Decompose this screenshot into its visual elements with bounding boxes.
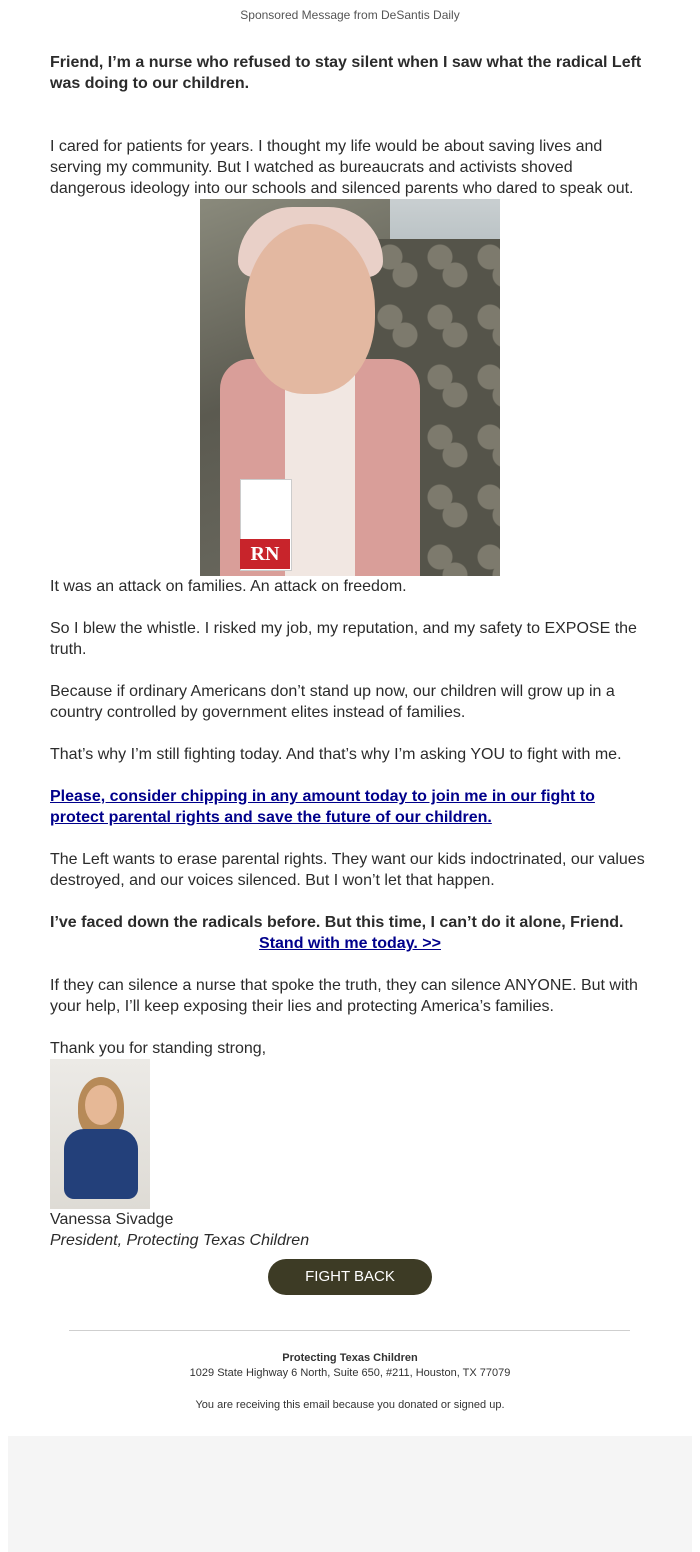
stand-with-me-link[interactable]: Stand with me today. >> xyxy=(259,935,441,952)
fight-back-button[interactable]: FIGHT BACK xyxy=(268,1259,432,1295)
footer-band xyxy=(8,1436,692,1552)
footer-org: Protecting Texas Children xyxy=(282,1352,418,1364)
signer-title: President, Protecting Texas Children xyxy=(50,1232,310,1249)
paragraph-silence: If they can silence a nurse that spoke the truth, they can silence ANYONE. But with your help, I’ll keep exposing their lies and protecting America’s families. xyxy=(50,977,638,1015)
footer xyxy=(0,1352,700,1411)
sponsor-line: Sponsored Message from DeSantis Daily xyxy=(240,8,460,22)
signer-photo xyxy=(50,1059,150,1209)
closing-line: Thank you for standing strong, xyxy=(50,1040,267,1057)
footer-notice: You are receiving this email because you donated or signed up. xyxy=(195,1399,505,1411)
rn-badge-icon: RN xyxy=(240,539,290,569)
nurse-photo xyxy=(200,199,500,576)
paragraph-erase: The Left wants to erase parental rights. They want our kids indoctrinated, our values destroyed, and our voices silenced. But I won’t let that happen. xyxy=(50,851,645,889)
paragraph-stand-up: Because if ordinary Americans don’t stand up now, our children will grow up in a country controlled by government elites instead of families. xyxy=(50,683,615,721)
donate-link[interactable]: Please, consider chipping in any amount today to join me in our fight to protect parental rights and save the future of our children. xyxy=(50,788,595,826)
paragraph-attack: It was an attack on families. An attack on freedom. xyxy=(50,578,407,595)
stand-link-block xyxy=(50,933,650,954)
paragraph-fighting: That’s why I’m still fighting today. And that’s why I’m asking YOU to fight with me. xyxy=(50,746,622,763)
footer-address: 1029 State Highway 6 North, Suite 650, #211, Houston, TX 77079 xyxy=(189,1367,511,1379)
email-body xyxy=(50,52,650,1295)
donate-link-block xyxy=(50,786,650,828)
paragraph-whistle: So I blew the whistle. I risked my job, my reputation, and my safety to EXPOSE the truth. xyxy=(50,620,637,658)
intro-paragraph: I cared for patients for years. I thought my life would be about saving lives and serving my community. But I watched as bureaucrats and activists shoved dangerous ideology into our schools and silenced parents who dared to speak out. xyxy=(50,138,634,197)
bold-appeal: I’ve faced down the radicals before. But this time, I can’t do it alone, Friend. xyxy=(50,914,624,931)
button-container xyxy=(50,1259,650,1295)
headline: Friend, I’m a nurse who refused to stay silent when I saw what the radical Left was doing to our children. xyxy=(50,54,642,92)
signer-name: Vanessa Sivadge xyxy=(50,1211,174,1228)
footer-divider xyxy=(69,1330,630,1331)
